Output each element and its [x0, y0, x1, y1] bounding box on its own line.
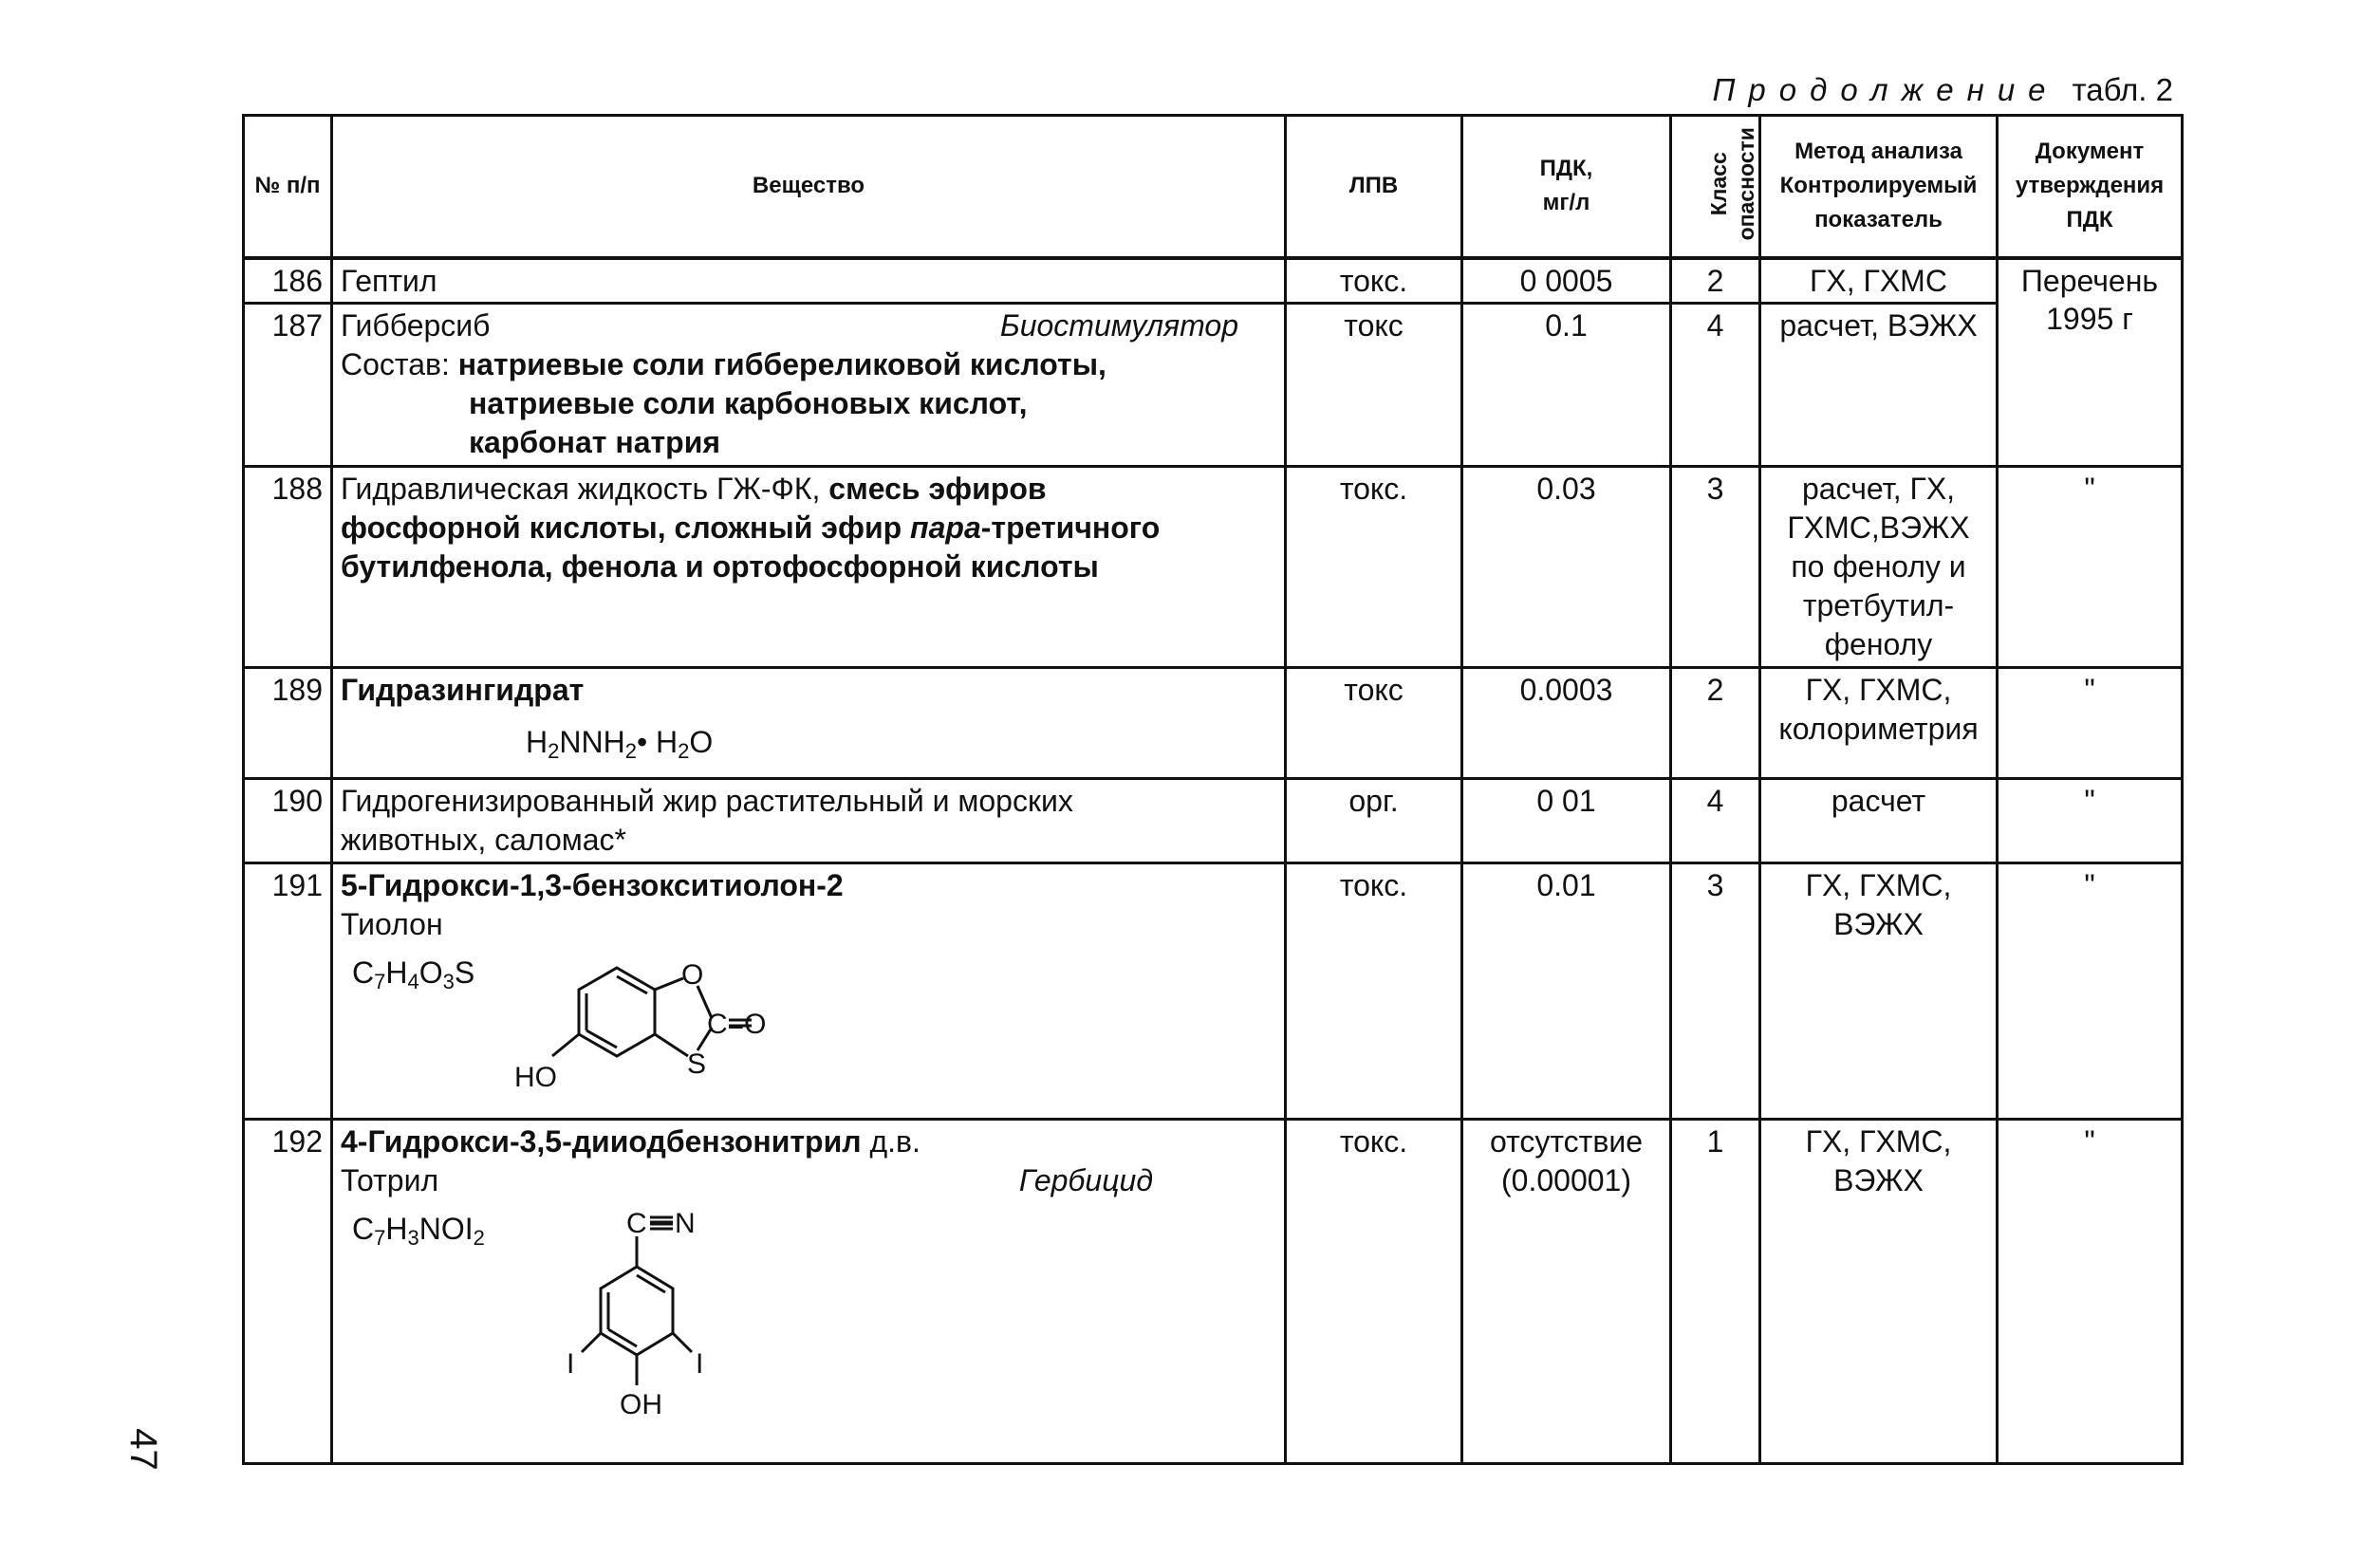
substance-name: 5-Гидрокси-1,3-бензокситиолон-2: [341, 868, 844, 903]
substance-cell: [332, 467, 1286, 668]
iodine-right-label: I: [695, 1348, 704, 1381]
substance-name: Гептил: [332, 258, 1286, 304]
sulfur-label: S: [687, 1048, 707, 1081]
header-hazard-line1: Класс: [1705, 152, 1731, 216]
substance-line: бутилфенола, фенола и ортофосфорной кислоты: [341, 549, 1099, 584]
composition-item: натриевые соли карбоновых кислот,: [469, 386, 1028, 421]
structure-block: [341, 1200, 1276, 1428]
header-method-line2: Контролируемый: [1779, 173, 1978, 199]
analysis-method: расчет, ВЭЖХ: [1760, 304, 1998, 467]
substance-name: Гидрогенизированный жир растительный и морских: [341, 784, 1073, 819]
hazard-class: 4: [1671, 779, 1760, 863]
analysis-method: ГХ, ГХМС, колориметрия: [1760, 668, 1998, 779]
header-lpv: ЛПВ: [1286, 116, 1462, 258]
trade-name: Тиолон: [341, 907, 443, 942]
pdk-value: 0.03: [1462, 467, 1671, 668]
substance-name: Гидравлическая жидкость ГЖ-ФК,: [341, 472, 821, 507]
header-num: № п/п: [244, 116, 332, 258]
lpv-value: токс.: [1286, 863, 1462, 1120]
table-header-row: [244, 116, 2183, 258]
totril-structure-diagram: [532, 1200, 770, 1428]
table-row: [244, 779, 2183, 863]
lpv-value: орг.: [1286, 779, 1462, 863]
lpv-value: токс: [1286, 304, 1462, 467]
page-number: 47: [121, 1428, 164, 1471]
table-row: [244, 258, 2183, 304]
hazard-class: 3: [1671, 467, 1760, 668]
lpv-value: токс.: [1286, 258, 1462, 304]
header-doc: [1998, 116, 2183, 258]
lpv-value: токс.: [1286, 1120, 1462, 1464]
header-hazard: [1671, 116, 1760, 258]
carbon-label: C: [625, 1208, 647, 1240]
substance-name: 4-Гидрокси-3,5-дииодбензонитрил: [341, 1124, 862, 1159]
header-doc-line2: утверждения: [2015, 173, 2165, 199]
pdk-value-line2: (0.00001): [1501, 1163, 1631, 1198]
substance-description: -третичного: [980, 510, 1161, 546]
row-number: 188: [244, 467, 332, 668]
header-pdk: [1462, 116, 1671, 258]
header-doc-line1: Документ: [2035, 139, 2145, 165]
hazard-class: 3: [1671, 863, 1760, 1120]
hazard-class: 1: [1671, 1120, 1760, 1464]
table-row: [244, 863, 2183, 1120]
lpv-value: токс.: [1286, 467, 1462, 668]
row-number: 191: [244, 863, 332, 1120]
substance-description: фосфорной кислоты, сложный эфир: [341, 510, 911, 546]
header-pdk-line1: ПДК,: [1539, 156, 1593, 182]
pdk-value: 0 01: [1462, 779, 1671, 863]
hazard-class: 2: [1671, 258, 1760, 304]
substance-table: [242, 114, 2184, 1465]
composition-item: карбонат натрия: [469, 425, 721, 460]
approval-document: ": [1998, 863, 2183, 1120]
header-method: [1760, 116, 1998, 258]
substance-line: [341, 1122, 1276, 1161]
benzene-ring: [579, 968, 655, 1056]
continuation-word: Продолжение: [1712, 72, 2059, 107]
tiolon-structure-diagram: [512, 944, 826, 1101]
pdk-value-line1: отсутствие: [1489, 1124, 1643, 1159]
hydroxyl-label: OH: [619, 1389, 662, 1421]
row-number: 189: [244, 668, 332, 779]
header-hazard-line2: опасности: [1733, 127, 1758, 241]
substance-header-line: [341, 306, 1276, 345]
pdk-value: 0.1: [1462, 304, 1671, 467]
approval-document: [1998, 258, 2183, 467]
row-number: 190: [244, 779, 332, 863]
approval-document-line2: 1995 г: [2046, 302, 2133, 337]
iodine-left-label: I: [566, 1348, 575, 1381]
row-number: 192: [244, 1120, 332, 1464]
analysis-method: расчет: [1760, 779, 1998, 863]
approval-document: ": [1998, 779, 2183, 863]
substance-name: Гибберсиб: [341, 308, 491, 343]
hazard-class: 4: [1671, 304, 1760, 467]
table-row: [244, 304, 2183, 467]
substance-name-continued: животных, саломас*: [341, 823, 626, 858]
analysis-method: ГХ, ГХМС, ВЭЖХ: [1760, 1120, 1998, 1464]
structure-block: [341, 944, 1276, 1101]
approval-document: ": [1998, 467, 2183, 668]
substance-category: Биостимулятор: [999, 308, 1238, 343]
carbonyl-label: C=O: [707, 1009, 767, 1041]
trade-line: [341, 1161, 1276, 1200]
lpv-value: токс: [1286, 668, 1462, 779]
substance-cell: [332, 668, 1286, 779]
hazard-class: 2: [1671, 668, 1760, 779]
pdk-value: 0.01: [1462, 863, 1671, 1120]
header-hazard-vertical: [1705, 127, 1760, 240]
substance-cell: [332, 304, 1286, 467]
substance-description-italic: пара: [910, 510, 981, 546]
benzene-ring: [601, 1267, 673, 1355]
pdk-value: [1462, 1120, 1671, 1464]
table-continuation-label: [1713, 74, 2174, 105]
header-pdk-line2: мг/л: [1542, 190, 1590, 216]
substance-description: смесь эфиров: [828, 472, 1047, 507]
substance-line: [341, 509, 1276, 547]
chemical-formula: $H_2NNH_2•$ $H_2O$: [526, 725, 714, 764]
approval-document-line1: Перечень: [2020, 263, 2159, 298]
substance-line: [341, 470, 1276, 509]
header-doc-line3: ПДК: [2066, 207, 2113, 233]
composition-label: Состав:: [341, 347, 450, 382]
trade-name: Тотрил: [341, 1163, 439, 1198]
chemical-formula: $C_7H_3NOI_2$: [352, 1212, 485, 1251]
substance-name: Гидразингидрат: [341, 673, 585, 708]
approval-document: ": [1998, 668, 2183, 779]
row-number: 187: [244, 304, 332, 467]
table-row: [244, 668, 2183, 779]
hydroxyl-label: HO: [514, 1062, 558, 1094]
row-number: 186: [244, 258, 332, 304]
analysis-method: ГХ, ГХМС: [1760, 258, 1998, 304]
pdk-value: 0.0003: [1462, 668, 1671, 779]
header-method-line1: Метод анализа: [1794, 139, 1962, 165]
continuation-table-ref: табл. 2: [2072, 72, 2173, 107]
chemical-formula: $C_7H_4O_3S$: [352, 955, 475, 994]
nitrogen-label: N: [674, 1208, 696, 1240]
header-substance: Вещество: [332, 116, 1286, 258]
substance-category: Гербицид: [1018, 1163, 1153, 1198]
substance-cell: [332, 1120, 1286, 1464]
substance-cell: [332, 863, 1286, 1120]
table-row: [244, 1120, 2183, 1464]
substance-cell: [332, 779, 1286, 863]
analysis-method: расчет, ГХ, ГХМС,ВЭЖХ по фенолу и третбутил-фенолу: [1760, 467, 1998, 668]
header-method-line3: показатель: [1814, 207, 1943, 233]
substance-suffix: д.в.: [861, 1124, 920, 1159]
composition-line: [341, 345, 1276, 384]
oxygen-label: O: [681, 959, 704, 992]
approval-document: ": [1998, 1120, 2183, 1464]
analysis-method: ГХ, ГХМС, ВЭЖХ: [1760, 863, 1998, 1120]
pdk-value: 0 0005: [1462, 258, 1671, 304]
table-row: [244, 467, 2183, 668]
composition-item: натриевые соли гиббереликовой кислоты,: [457, 347, 1106, 382]
